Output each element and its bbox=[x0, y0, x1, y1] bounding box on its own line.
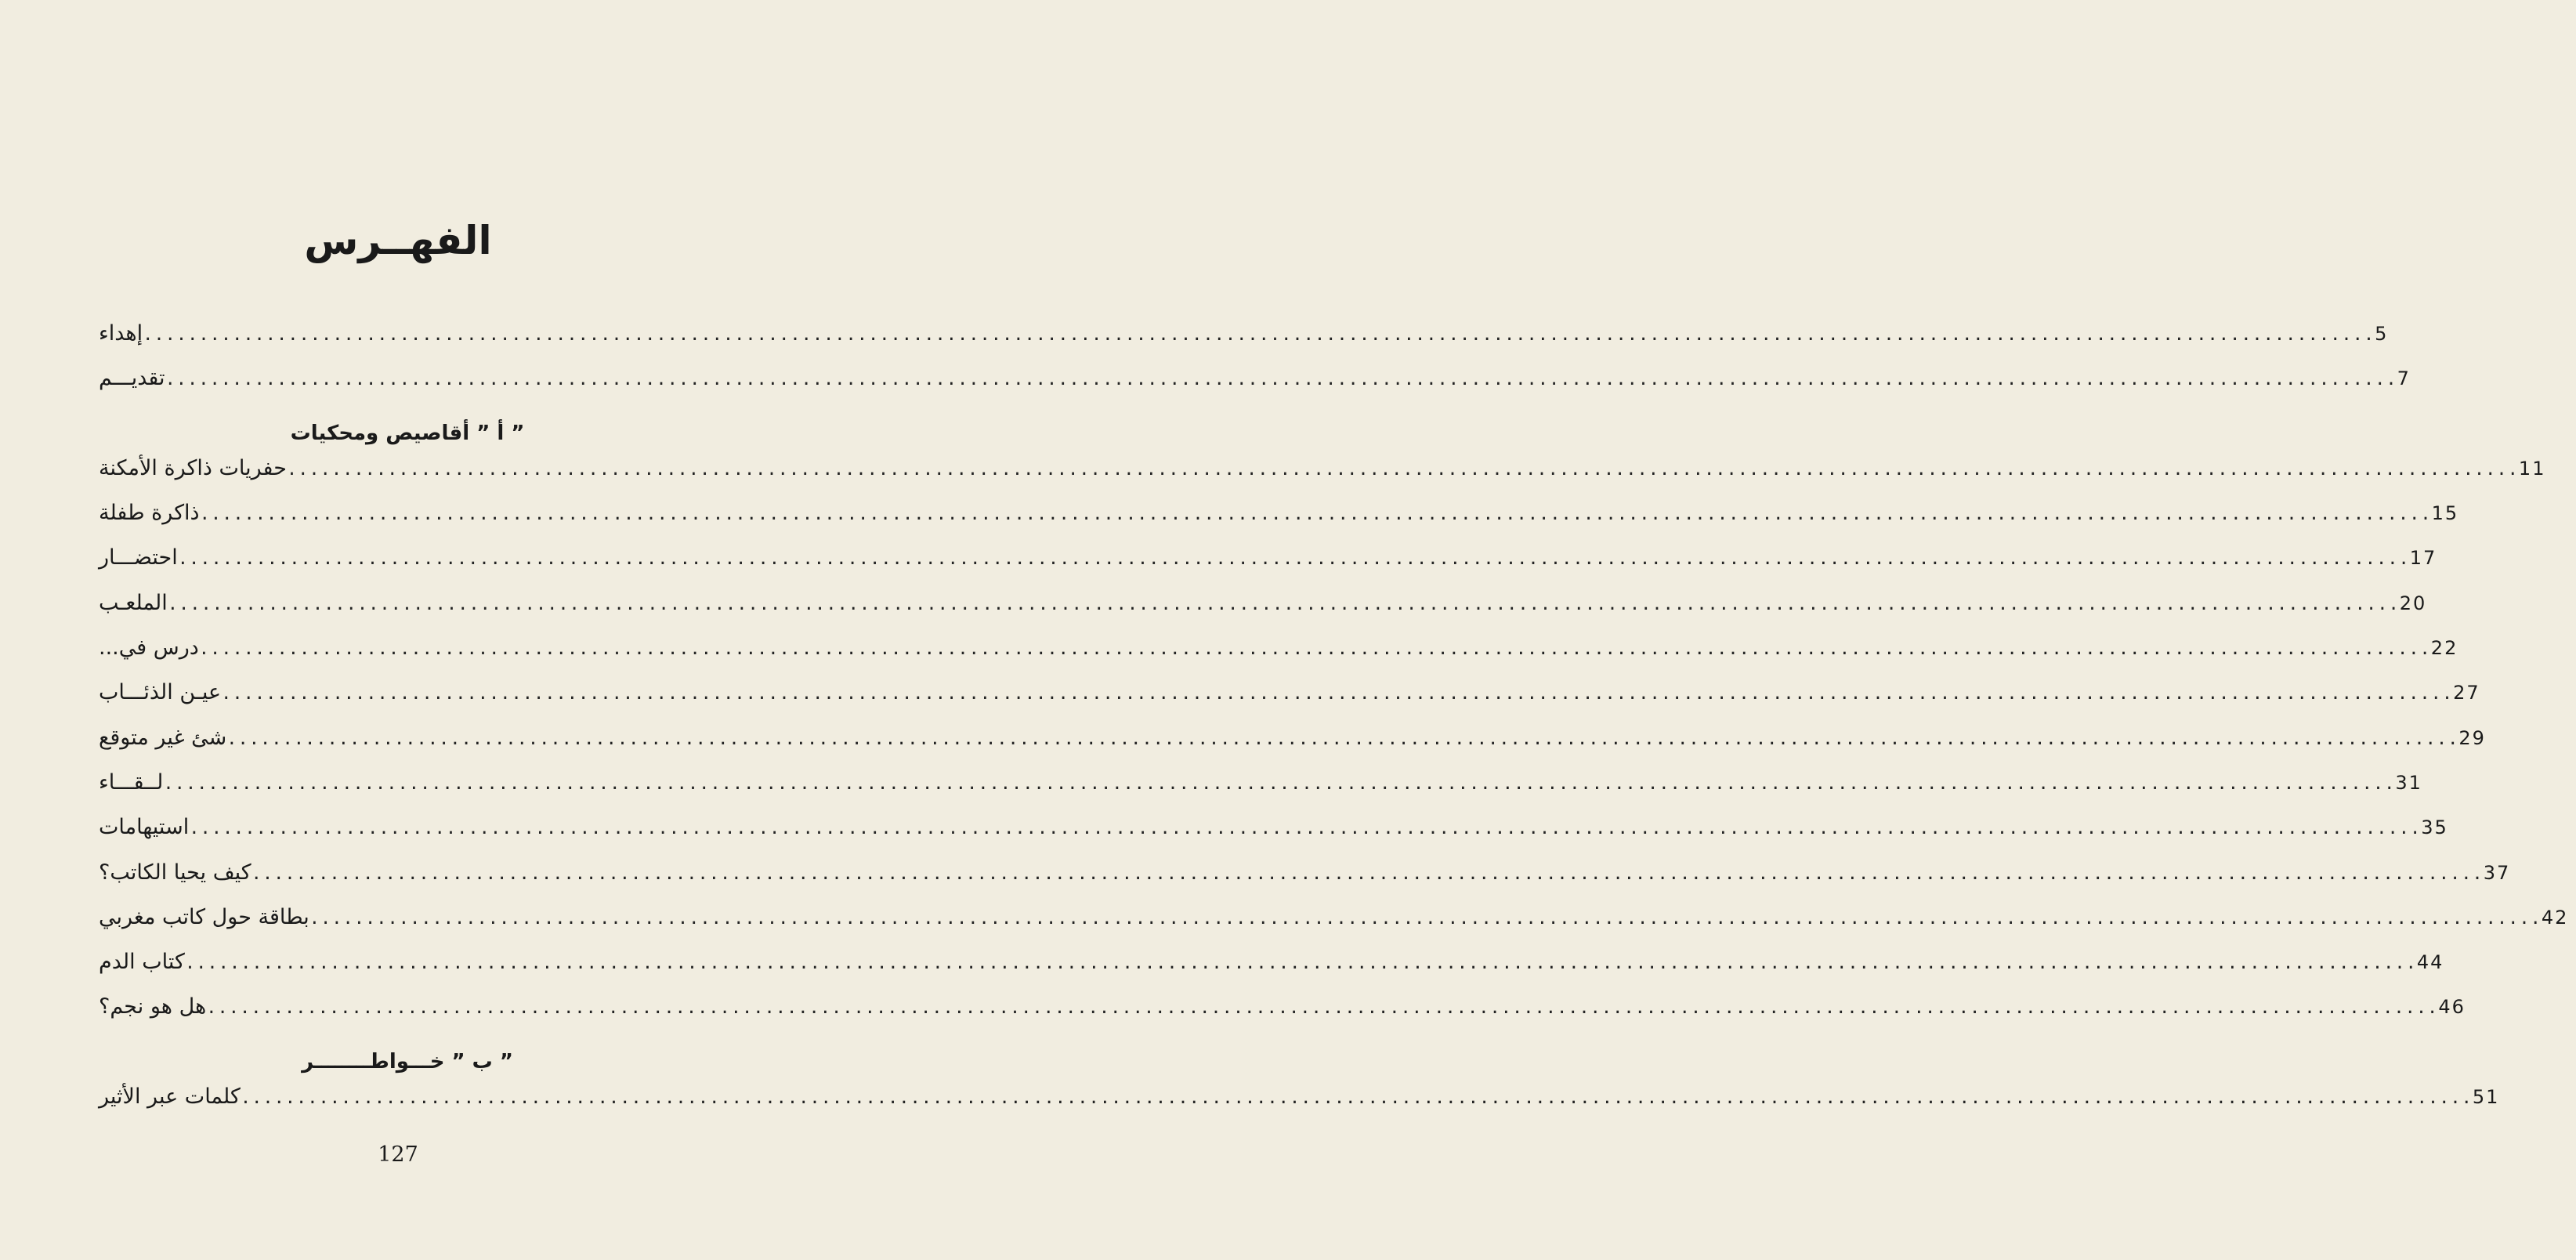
toc-entry-title: استيهامات bbox=[99, 815, 190, 840]
toc-entry bbox=[94, 815, 2448, 860]
toc-entry-page: 27 bbox=[2453, 682, 2480, 704]
dot-leader: ........................................................................................................................................................................................................ bbox=[163, 773, 2396, 794]
toc-entry bbox=[94, 501, 2459, 545]
dot-leader: ........................................................................................................................................................................................................ bbox=[167, 594, 2400, 614]
toc-entry bbox=[94, 455, 2546, 501]
toc-entry-title: حفريات ذاكرة الأمكنة bbox=[99, 455, 287, 480]
page-number: 127 bbox=[378, 1142, 418, 1167]
toc-entry-title: ذاكرة طفلة bbox=[99, 501, 200, 526]
toc-entry bbox=[94, 680, 2480, 725]
toc-section-heading: ” أ ” أقاصيص ومحكيات bbox=[290, 422, 525, 446]
toc-entry-title: كيف يحيا الكاتب؟ bbox=[99, 860, 251, 885]
toc-entry bbox=[94, 904, 2569, 950]
toc-entry bbox=[94, 590, 2427, 635]
toc-entry-page: 42 bbox=[2541, 906, 2569, 929]
toc-entry-page: 46 bbox=[2438, 996, 2466, 1019]
dot-leader: ........................................................................................................................................................................................................ bbox=[199, 505, 2432, 525]
dot-leader: ........................................................................................................................................................................................................ bbox=[184, 954, 2417, 974]
toc-section-heading: ” ب ” خـــواطــــــــر bbox=[302, 1050, 513, 1074]
toc-entry-title: تقديـــم bbox=[99, 366, 165, 391]
toc-entry bbox=[94, 1084, 2500, 1129]
dot-leader: ........................................................................................................................................................................................................ bbox=[177, 549, 2410, 570]
toc-entry bbox=[94, 994, 2466, 1039]
toc-entry-page: 37 bbox=[2483, 861, 2511, 884]
toc-entry-title: لــقـــاء bbox=[99, 769, 164, 795]
page-title: الفهــرس bbox=[304, 218, 492, 263]
toc-entry bbox=[94, 321, 2389, 366]
toc-entry-page: 20 bbox=[2399, 592, 2427, 614]
toc-entry-title: إهداء bbox=[99, 321, 143, 346]
toc-entry-page: 5 bbox=[2375, 323, 2389, 345]
toc-entry-title: بطاقة حول كاتب مغربي bbox=[99, 904, 309, 929]
dot-leader: ........................................................................................................................................................................................................ bbox=[226, 729, 2459, 749]
dot-leader: ........................................................................................................................................................................................................ bbox=[206, 998, 2439, 1019]
toc-entry-page: 35 bbox=[2421, 816, 2448, 839]
toc-entry-title: درس في... bbox=[99, 635, 199, 661]
toc-entry bbox=[94, 545, 2437, 590]
toc-entry-page: 22 bbox=[2430, 637, 2458, 660]
toc-entry-page: 7 bbox=[2397, 368, 2411, 390]
toc-entry-page: 29 bbox=[2458, 726, 2486, 749]
dot-leader: ........................................................................................................................................................................................................ bbox=[286, 459, 2519, 480]
table-of-contents bbox=[94, 321, 2569, 1129]
toc-entry-title: عيـن الذئـــاب bbox=[99, 680, 222, 705]
toc-entry bbox=[94, 950, 2444, 994]
dot-leader: ........................................................................................................................................................................................................ bbox=[251, 864, 2484, 884]
dot-leader: ........................................................................................................................................................................................................ bbox=[309, 908, 2542, 929]
toc-entry-title: احتضـــار bbox=[99, 545, 178, 570]
dot-leader: ........................................................................................................................................................................................................ bbox=[240, 1088, 2473, 1109]
toc-entry-page: 44 bbox=[2416, 951, 2444, 974]
toc-entry-title: كلمات عبر الأثير bbox=[99, 1084, 241, 1110]
toc-entry-title: شئ غير متوقع bbox=[99, 725, 227, 750]
toc-entry bbox=[94, 366, 2411, 411]
toc-entry-page: 11 bbox=[2518, 457, 2546, 480]
toc-entry-page: 15 bbox=[2431, 502, 2459, 525]
dot-leader: ........................................................................................................................................................................................................ bbox=[143, 325, 2375, 345]
toc-entry-page: 51 bbox=[2472, 1086, 2500, 1109]
dot-leader: ........................................................................................................................................................................................................ bbox=[198, 639, 2431, 660]
toc-entry-page: 31 bbox=[2395, 771, 2422, 794]
dot-leader: ........................................................................................................................................................................................................ bbox=[189, 819, 2422, 839]
toc-entry bbox=[94, 725, 2486, 770]
dot-leader: ........................................................................................................................................................................................................ bbox=[165, 370, 2397, 390]
toc-entry bbox=[94, 860, 2511, 905]
toc-entry bbox=[94, 635, 2458, 680]
toc-entry-page: 17 bbox=[2409, 547, 2437, 570]
toc-entry-title: كتاب الدم bbox=[99, 950, 185, 975]
toc-entry-title: الملعـب bbox=[99, 590, 168, 615]
dot-leader: ........................................................................................................................................................................................................ bbox=[221, 684, 2454, 704]
toc-entry bbox=[94, 769, 2422, 815]
toc-entry-title: هل هو نجم؟ bbox=[99, 994, 207, 1019]
